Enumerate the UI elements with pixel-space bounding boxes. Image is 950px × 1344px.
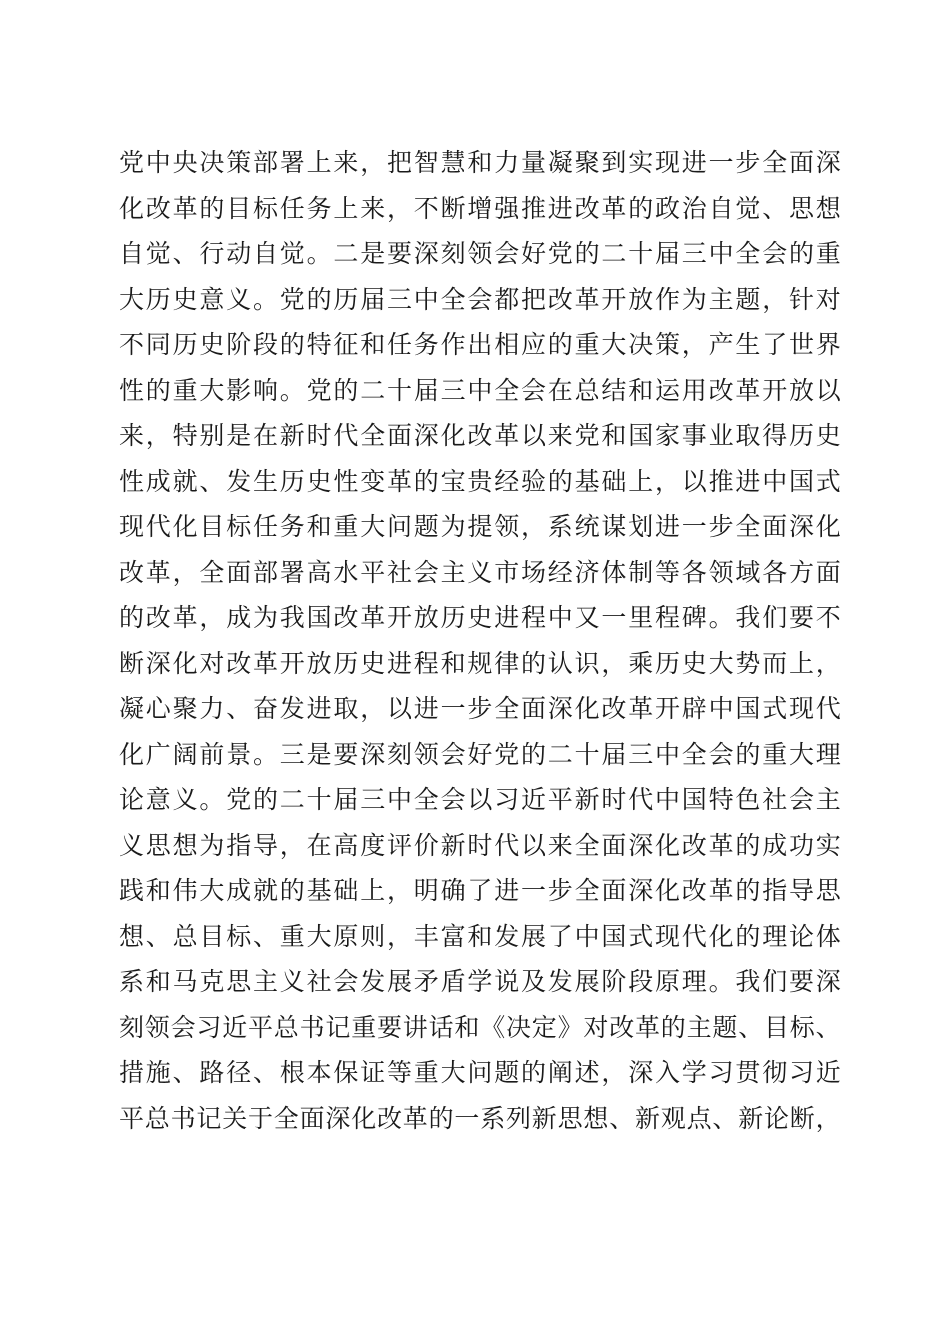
- text-line-3: 自觉、行动自觉。二是要深刻领会好党的二十届三中全会的重: [119, 239, 843, 268]
- text-line-19: 系和马克思主义社会发展矛盾学说及发展阶段原理。我们要深: [119, 967, 843, 996]
- text-line-17: 践和伟大成就的基础上，明确了进一步全面深化改革的指导思: [119, 876, 843, 905]
- text-line-5: 不同历史阶段的特征和任务作出相应的重大决策，产生了世界: [119, 330, 843, 359]
- text-line-8: 性成就、发生历史性变革的宝贵经验的基础上，以推进中国式: [119, 466, 843, 496]
- text-line-9: 现代化目标任务和重大问题为提领，系统谋划进一步全面深化: [119, 512, 843, 541]
- text-line-18: 想、总目标、重大原则，丰富和发展了中国式现代化的理论体: [119, 921, 843, 951]
- text-line-20: 刻领会习近平总书记重要讲话和《决定》对改革的主题、目标、: [119, 1012, 842, 1042]
- text-line-2: 化改革的目标任务上来，不断增强推进改革的政治自觉、思想: [119, 193, 843, 223]
- text-line-11: 的改革，成为我国改革开放历史进程中又一里程碑。我们要不: [119, 603, 843, 632]
- text-line-6: 性的重大影响。党的二十届三中全会在总结和运用改革开放以: [119, 375, 843, 405]
- text-line-10: 改革，全面部署高水平社会主义市场经济体制等各领域各方面: [119, 557, 843, 587]
- text-line-1: 党中央决策部署上来，把智慧和力量凝聚到实现进一步全面深: [119, 148, 843, 177]
- body-paragraph: [119, 140, 843, 1141]
- text-line-21: 措施、路径、根本保证等重大问题的阐述，深入学习贯彻习近: [119, 1058, 843, 1087]
- text-line-14: 化广阔前景。三是要深刻领会好党的二十届三中全会的重大理: [119, 739, 843, 769]
- text-line-7: 来，特别是在新时代全面深化改革以来党和国家事业取得历史: [119, 421, 843, 450]
- text-line-15: 论意义。党的二十届三中全会以习近平新时代中国特色社会主: [119, 785, 843, 814]
- text-line-4: 大历史意义。党的历届三中全会都把改革开放作为主题，针对: [119, 284, 843, 314]
- text-line-22: 平总书记关于全面深化改革的一系列新思想、新观点、新论断，: [119, 1103, 842, 1133]
- text-line-12: 断深化对改革开放历史进程和规律的认识，乘历史大势而上，: [119, 648, 843, 678]
- text-line-13: 凝心聚力、奋发进取，以进一步全面深化改革开辟中国式现代: [119, 694, 843, 723]
- text-line-16: 义思想为指导，在高度评价新时代以来全面深化改革的成功实: [119, 830, 843, 860]
